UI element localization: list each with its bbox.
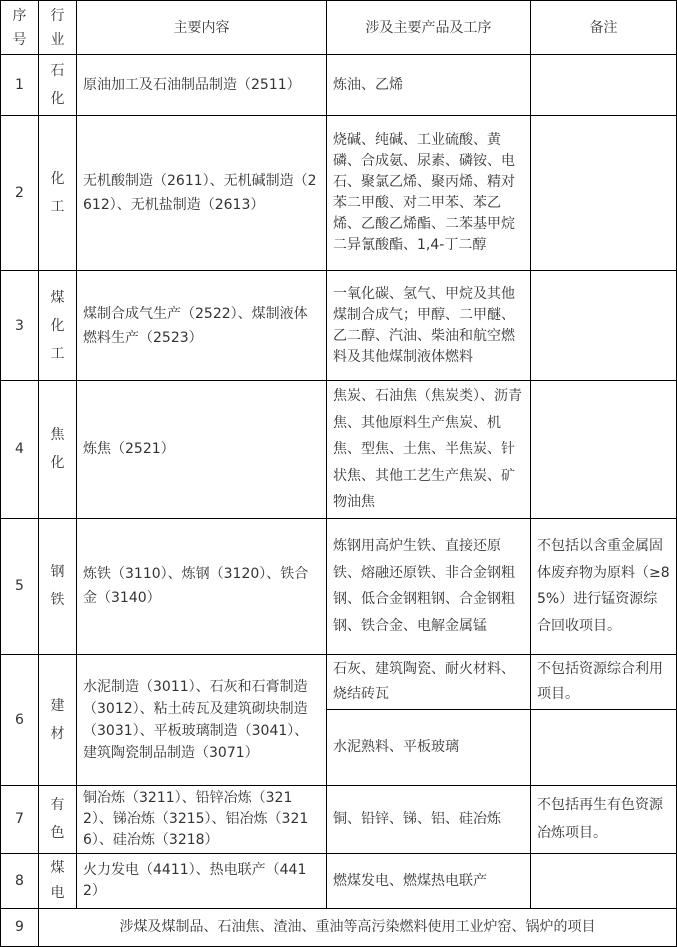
row-products: 焦炭、石油焦（焦炭类）、沥青焦、其他原料生产焦炭、机焦、型焦、土焦、半焦炭、针状焦、其他工艺生产焦炭、矿物油焦: [327, 381, 531, 519]
row-remarks: 不包括资源综合利用项目。: [531, 654, 677, 709]
row-main-content: 无机酸制造（2611）、无机碱制造（2612）、无机盐制造（2613）: [77, 116, 327, 271]
table-row: [1, 381, 677, 519]
header-main-content: 主要内容: [77, 1, 327, 55]
row-main-content: 炼焦（2521）: [77, 381, 327, 519]
row-remarks: [531, 381, 677, 519]
row-seq: 6: [1, 654, 39, 785]
row-merged-content: 涉煤及煤制品、石油焦、渣油、重油等高污染燃料使用工业炉窑、锅炉的项目: [39, 908, 677, 946]
row-industry: 建 材: [39, 654, 77, 785]
row-main-content: 炼铁（3110）、炼钢（3120）、铁合金（3140）: [77, 518, 327, 654]
row-industry: 煤 电: [39, 853, 77, 908]
row-seq: 3: [1, 271, 39, 381]
row-remarks: 不包括以含重金属固体废弃物为原料（≥85%）进行锰资源综合回收项目。: [531, 518, 677, 654]
header-products: 涉及主要产品及工序: [327, 1, 531, 55]
row-main-content: 铜冶炼（3211）、铅锌冶炼（3212）、锑冶炼（3215）、铝冶炼（3216）、硅冶炼（3218）: [77, 785, 327, 853]
row-seq: 5: [1, 518, 39, 654]
row-remarks: [531, 55, 677, 116]
row-seq: 7: [1, 785, 39, 853]
row-remarks: [531, 709, 677, 785]
header-remarks: 备注: [531, 1, 677, 55]
row-industry: 煤 化 工: [39, 271, 77, 381]
row-main-content: 原油加工及石油制品制造（2511）: [77, 55, 327, 116]
row-main-content: 煤制合成气生产（2522）、煤制液体燃料生产（2523）: [77, 271, 327, 381]
row-industry: 焦 化: [39, 381, 77, 519]
header-seq: 序号: [1, 1, 39, 55]
row-seq: 8: [1, 853, 39, 908]
row-products: 烧碱、纯碱、工业硫酸、黄磷、合成氨、尿素、磷铵、电石、聚氯乙烯、聚丙烯、精对苯二甲酸、对二甲苯、苯乙烯、乙酸乙烯酯、二苯基甲烷二异氰酸酯、1,4-丁二醇: [327, 116, 531, 271]
row-products: 燃煤发电、燃煤热电联产: [327, 853, 531, 908]
header-industry: 行业: [39, 1, 77, 55]
table-row: [1, 908, 677, 946]
row-main-content: 火力发电（4411）、热电联产（4412）: [77, 853, 327, 908]
row-products: 炼油、乙烯: [327, 55, 531, 116]
row-remarks: [531, 853, 677, 908]
row-products: 石灰、建筑陶瓷、耐火材料、烧结砖瓦: [327, 654, 531, 709]
row-seq: 4: [1, 381, 39, 519]
row-products: 一氧化碳、氢气、甲烷及其他煤制合成气；甲醇、二甲醚、乙二醇、汽油、柴油和航空燃料及其他煤制液体燃料: [327, 271, 531, 381]
row-remarks: [531, 271, 677, 381]
row-seq: 1: [1, 55, 39, 116]
row-industry: 化 工: [39, 116, 77, 271]
row-main-content: 水泥制造（3011）、石灰和石膏制造（3012）、粘土砖瓦及建筑砌块制造（3031）、平板玻璃制造（3041）、建筑陶瓷制品制造（3071）: [77, 654, 327, 785]
table-row: [1, 785, 677, 853]
header-row: [1, 1, 677, 55]
table-row: [1, 518, 677, 654]
row-products: 炼钢用高炉生铁、直接还原铁、熔融还原铁、非合金钢粗钢、低合金钢粗钢、合金钢粗钢、铁合金、电解金属锰: [327, 518, 531, 654]
row-industry: 钢 铁: [39, 518, 77, 654]
row-seq: 2: [1, 116, 39, 271]
row-industry: 有 色: [39, 785, 77, 853]
table-row: [1, 55, 677, 116]
row-remarks: 不包括再生有色资源冶炼项目。: [531, 785, 677, 853]
row-remarks: [531, 116, 677, 271]
row-seq: 9: [1, 908, 39, 946]
table-row: [1, 116, 677, 271]
table-row: [1, 271, 677, 381]
row-industry: 石 化: [39, 55, 77, 116]
row-products: 铜、铅锌、锑、铝、硅冶炼: [327, 785, 531, 853]
row-products: 水泥熟料、平板玻璃: [327, 709, 531, 785]
table-row: [1, 654, 677, 709]
table-row: [1, 853, 677, 908]
